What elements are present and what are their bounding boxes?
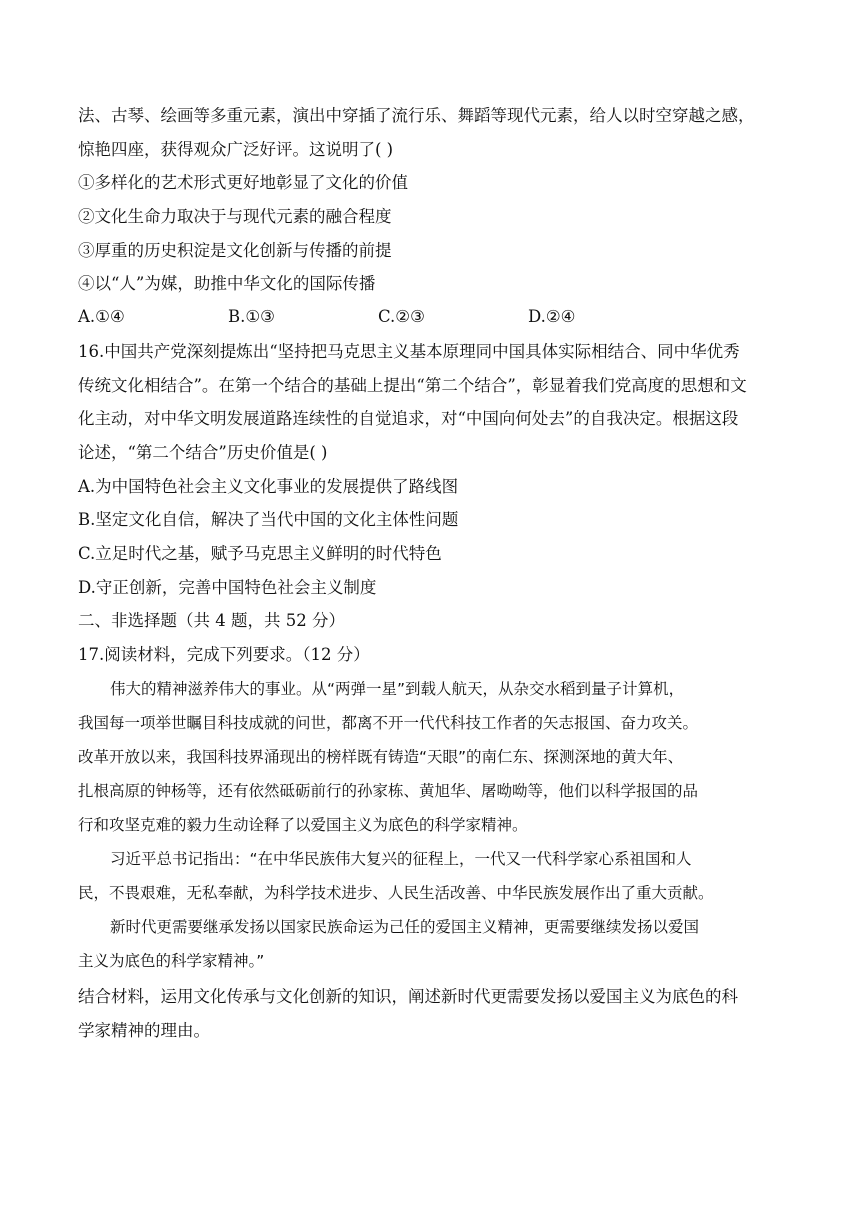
q15-statement: ①多样化的艺术形式更好地彰显了文化的价值 <box>78 173 408 192</box>
q16-option-d: D.守正创新，完善中国特色社会主义制度 <box>78 578 377 597</box>
q17-material-line: 伟大的精神滋养伟大的事业。从“两弹一星”到载人航天，从杂交水稻到量子计算机， <box>110 680 685 698</box>
q16-stem-line: 论述，“第二个结合”历史价值是( ) <box>78 443 328 462</box>
q17-material-line: 习近平总书记指出：“在中华民族伟大复兴的征程上，一代又一代科学家心系祖国和人 <box>110 850 692 868</box>
q16-option-a: A.为中国特色社会主义文化事业的发展提供了路线图 <box>78 477 459 496</box>
q15-statement: ④以“人”为媒，助推中华文化的国际传播 <box>78 274 376 293</box>
q17-material-line: 行和攻坚克难的毅力生动诠释了以爱国主义为底色的科学家精神。 <box>78 816 528 834</box>
q16-stem-line: 化主动，对中华文明发展道路连续性的自觉追求，对“中国向何处去”的自我决定。根据这段 <box>78 409 739 428</box>
q15-option-d: D.②④ <box>528 307 576 326</box>
q16-option-b: B.坚定文化自信，解决了当代中国的文化主体性问题 <box>78 510 459 529</box>
q17-title: 17.阅读材料，完成下列要求。（12 分） <box>78 645 370 664</box>
q17-material-line: 主义为底色的科学家精神。” <box>78 952 265 970</box>
q15-stem-line: 惊艳四座，获得观众广泛好评。这说明了( ) <box>78 140 394 159</box>
q15-options <box>78 307 788 329</box>
q16-option-c: C.立足时代之基，赋予马克思主义鲜明的时代特色 <box>78 544 442 563</box>
q17-material-line: 改革开放以来，我国科技界涌现出的榜样既有铸造“天眼”的南仁东、探测深地的黄大年、 <box>78 748 684 766</box>
q15-stem-line: 法、古琴、绘画等多重元素，演出中穿插了流行乐、舞蹈等现代元素，给人以时空穿越之感， <box>78 106 755 125</box>
q16-stem-line: 16.中国共产党深刻提炼出“坚持把马克思主义基本原理同中国具体实际相结合、同中华优秀 <box>78 342 740 361</box>
q15-statement: ③厚重的历史积淀是文化创新与传播的前提 <box>78 241 392 260</box>
q15-option-c: C.②③ <box>378 307 425 326</box>
q17-material-line: 新时代更需要继承发扬以国家民族命运为己任的爱国主义精神，更需要继续发扬以爱国 <box>110 918 700 936</box>
q15-option-a: A.①④ <box>78 307 125 326</box>
q15-option-b: B.①③ <box>228 307 275 326</box>
q17-material-line: 我国每一项举世瞩目科技成就的问世，都离不开一代代科技工作者的矢志报国、奋力攻关。 <box>78 714 699 732</box>
q17-question-line: 学家精神的理由。 <box>78 1021 210 1040</box>
q17-material-line: 民，不畏艰难，无私奉献，为科学技术进步、人民生活改善、中华民族发展作出了重大贡献。 <box>78 884 714 902</box>
section-heading: 二、非选择题（共 4 题，共 52 分） <box>78 611 345 630</box>
q15-statement: ②文化生命力取决于与现代元素的融合程度 <box>78 207 392 226</box>
q16-stem-line: 传统文化相结合”。在第一个结合的基础上提出“第二个结合”，彰显着我们党高度的思想和文 <box>78 376 747 395</box>
q17-material-line: 扎根高原的钟杨等，还有依然砥砺前行的孙家栋、黄旭华、屠呦呦等，他们以科学报国的品 <box>78 782 699 800</box>
q17-question-line: 结合材料，运用文化传承与文化创新的知识，阐述新时代更需要发扬以爱国主义为底色的科 <box>78 987 738 1006</box>
